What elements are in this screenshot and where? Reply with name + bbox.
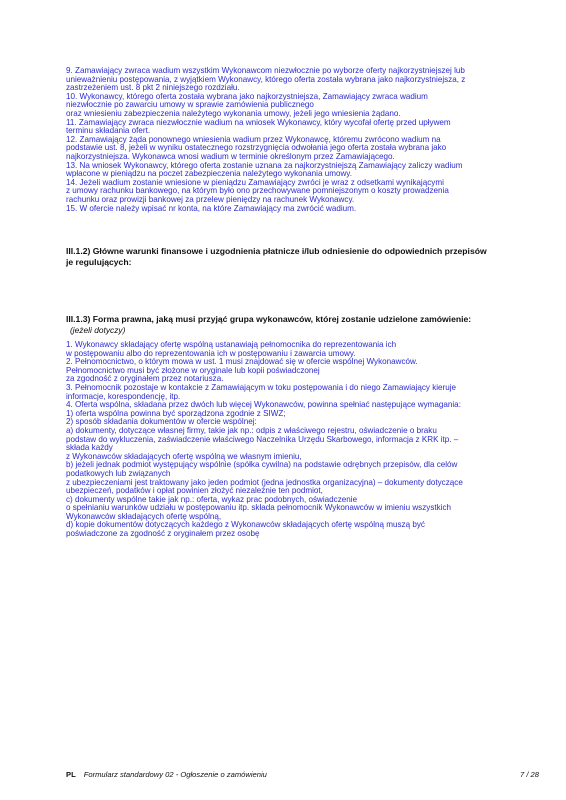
text-line: 13. Na wniosek Wykonawcy, którego oferta zostanie uznana za najkorzystniejszą Zamawiający zaliczy wadium	[66, 160, 463, 170]
text-line: informacje, korespondencję, itp.	[66, 391, 181, 401]
section-note: (jeżeli dotyczy)	[70, 325, 126, 335]
text-line: podstawie ust. 8, jeżeli w wyniku ostatecznego rozstrzygnięcia odwołania jego oferta została wybrana jako	[66, 143, 447, 153]
text-line: terminu składania ofert.	[66, 126, 151, 136]
text-line: 14. Jeżeli wadium zostanie wniesione w pieniądzu Zamawiający zwróci je wraz z odsetkami wynikającymi	[66, 177, 444, 187]
text-line: z umowy rachunku bankowego, na którym było ono przechowywane pomniejszonym o koszty prowadzenia	[66, 186, 449, 196]
footer-form-info	[66, 770, 267, 779]
footer-language: PL	[66, 770, 76, 779]
text-line: ubezpieczeń, podatków i opłat powinien złożyć niezależnie ten podmiot,	[66, 486, 323, 496]
text-line: Pełnomocnictwo musi być złożone w oryginale lub kopii poświadczonej	[66, 365, 320, 375]
text-line: a) dokumenty, dotyczące własnej firmy, takie jak np.: odpis z właściwego rejestru, oświadczenie o braku	[66, 425, 437, 435]
text-line: 2) sposób składania dokumentów w ofercie wspólnej:	[66, 417, 257, 427]
text-line: 12. Zamawiający żąda ponownego wniesienia wadium przez Wykonawcę, któremu zwrócono wadium na	[66, 134, 441, 144]
text-line: 1. Wykonawcy składający ofertę wspólną ustanawiają pełnomocnika do reprezentowania ich	[66, 340, 397, 349]
text-line: Wykonawców składających ofertę wspólną,	[66, 511, 222, 521]
text-line: b) jeżeli jednak podmiot występujący wspólnie (spółka cywilna) na podstawie odrębnych przepisów, dla celów	[66, 460, 458, 470]
text-line: 11. Zamawiający zwraca niezwłocznie wadium na wniosek Wykonawcy, który wycofał ofertę przed upływem	[66, 117, 451, 127]
text-line: 3. Pełnomocnik pozostaje w kontakcie z Zamawiającym w toku postępowania i do niego Zamawiający kieruje	[66, 382, 457, 392]
text-line: wpłacone w pieniądzu na poczet zabezpieczenia należytego wykonania umowy.	[66, 169, 353, 179]
text-line: 4. Oferta wspólna, składana przez dwóch lub więcej Wykonawców, powinna spełniać następujące wymagania:	[66, 400, 461, 410]
deposit-return-terms	[66, 67, 546, 213]
section-heading-line: III.1.2) Główne warunki finansowe i uzgodnienia płatnicze i/lub odniesienie do odpowiednich przepisów	[66, 246, 487, 256]
text-line: poświadczone za zgodność z oryginałem przez osobę	[66, 529, 260, 539]
text-line: unieważnieniu postępowania, z wyjątkiem Wykonawcy, którego oferta została wybrana jako najkorzystniejsza, z	[66, 74, 466, 84]
text-line: podstaw do wykluczenia, zaświadczenie właściwego Naczelnika Urzędu Skarbowego, informacja z KRK itp. –	[66, 434, 459, 444]
text-line: 9. Zamawiający zwraca wadium wszystkim Wykonawcom niezwłocznie po wyborze oferty najkorzystniejszej lub	[66, 66, 465, 75]
text-line: 1) oferta wspólna powinna być sporządzona zgodnie z SIWZ;	[66, 408, 286, 418]
text-line: 15. W ofercie należy wpisać nr konta, na które Zamawiający ma zwrócić wadium.	[66, 203, 357, 213]
footer-form-name: Formularz standardowy 02 - Ogłoszenie o zamówieniu	[83, 770, 267, 779]
consortium-requirements	[66, 341, 546, 539]
text-line: z ubezpieczeniami jest traktowany jako jeden podmiot (jedna jednostka organizacyjna) – dokumenty dotyczące	[66, 477, 463, 487]
text-line: rachunku oraz prowizji bankowej za przelew pieniędzy na rachunek Wykonawcy.	[66, 194, 355, 204]
section-heading-line: je regulujących:	[66, 256, 132, 267]
text-line: w postępowaniu albo do reprezentowania ich w postępowaniu i zawarcia umowy.	[66, 348, 356, 358]
footer-page-number: 7 / 28	[520, 770, 539, 779]
text-line: zastrzeżeniem ust. 8 pkt 2 niniejszego rozdziału.	[66, 83, 240, 93]
text-line: 10. Wykonawcy, którego oferta została wybrana jako najkorzystniejsza, Zamawiający zwraca wadium	[66, 91, 428, 101]
text-line: z Wykonawców składających ofertę wspólną we własnym imieniu,	[66, 451, 302, 461]
section-heading-iii-1-3: III.1.3) Forma prawna, jaką musi przyjąć grupa wykonawców, której zostanie udzielone zamówienie:	[66, 314, 472, 324]
text-line: 2. Pełnomocnictwo, o którym mowa w ust. 1 musi znajdować się w ofercie wspólnej Wykonawców.	[66, 357, 418, 367]
text-line: za zgodność z oryginałem przez notariusza.	[66, 374, 224, 384]
text-line: niezwłocznie po zawarciu umowy w sprawie zamówienia publicznego	[66, 100, 314, 110]
section-heading-iii-1-2	[66, 246, 546, 267]
text-line: d) kopie dokumentów dotyczących każdego z Wykonawców składających ofertę wspólną muszą być	[66, 520, 425, 530]
text-line: oraz wniesieniu zabezpieczenia należytego wykonania umowy, jeżeli jego wniesienia żądano.	[66, 108, 401, 118]
text-line: składa każdy	[66, 443, 113, 453]
text-line: najkorzystniejsza. Wykonawca wnosi wadium w terminie określonym przez Zamawiającego.	[66, 151, 395, 161]
text-line: podatkowych lub związanych	[66, 468, 171, 478]
text-line: o spełnianiu warunków udziału w postępowaniu itp. składa pełnomocnik Wykonawców w imieniu wszystkich	[66, 503, 452, 513]
text-line: c) dokumenty wspólne takie jak np.: oferta, wykaz prac podobnych, oświadczenie	[66, 494, 358, 504]
